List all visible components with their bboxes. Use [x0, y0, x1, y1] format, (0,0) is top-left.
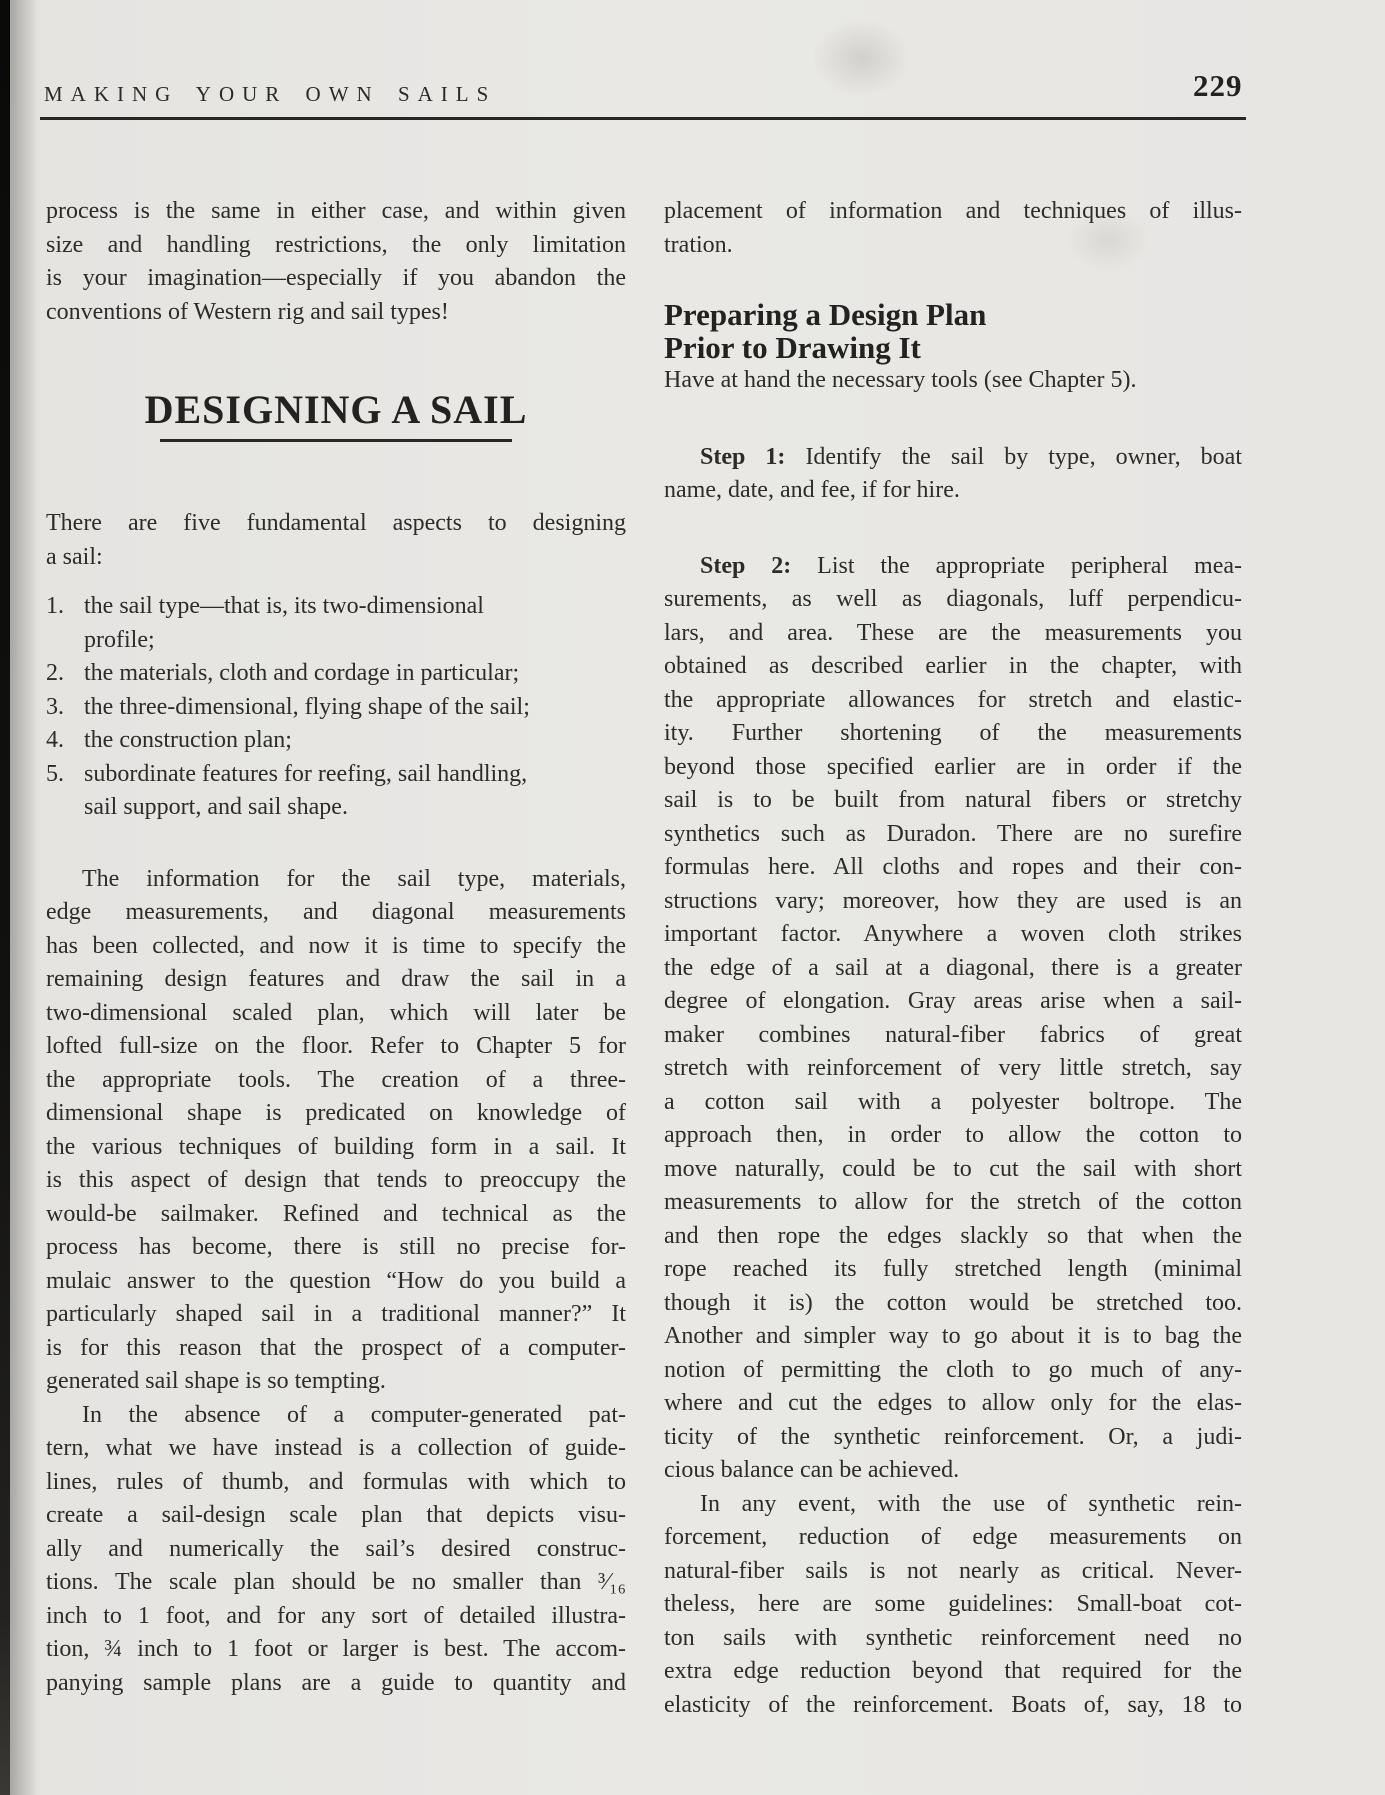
- step-1-body: [664, 474, 1242, 508]
- text-line: structions vary; moreover, how they are used is an: [664, 887, 1242, 914]
- list-item-text: [84, 758, 626, 825]
- text-line: placement of information and techniques of illus-: [664, 198, 1242, 224]
- text-line: would-be sailmaker. Refined and technical as the: [46, 1200, 626, 1227]
- step-2-body: [664, 583, 1242, 1488]
- text-line: The information for the sail type, materials,: [82, 865, 626, 892]
- subsection-heading-line: Prior to Drawing It: [664, 330, 921, 365]
- paragraph-step-1: [664, 441, 1242, 508]
- text-line: In any event, with the use of synthetic rein-: [700, 1490, 1242, 1517]
- text-line: rope reached its fully stretched length (minimal: [664, 1256, 1242, 1282]
- text-line: two-dimensional scaled plan, which will later be: [46, 999, 626, 1026]
- text-line: tions. The scale plan should be no smaller than ³⁄₁₆: [46, 1569, 626, 1595]
- header-rule-divider: [40, 117, 1246, 120]
- text-line: create a sail-design scale plan that depicts visu-: [46, 1502, 626, 1528]
- text-line: process is the same in either case, and within given: [46, 198, 626, 224]
- text-line: a cotton sail with a polyester boltrope. The: [664, 1088, 1242, 1115]
- paragraph-information: [46, 863, 626, 1399]
- text-line: profile;: [84, 626, 155, 653]
- text-line: ton sails with synthetic reinforcement need no: [664, 1624, 1242, 1651]
- text-line: the edge of a sail at a diagonal, there is a greater: [664, 954, 1242, 981]
- running-header: MAKING YOUR OWN SAILS: [44, 82, 497, 106]
- list-item: [46, 590, 626, 657]
- step-1-label: Step 1:: [700, 443, 786, 470]
- step-1-text: Identify the sail by type, owner, boat: [805, 443, 1242, 470]
- page-number: 229: [1193, 68, 1243, 103]
- text-line: tern, what we have instead is a collection of guide-: [46, 1435, 626, 1461]
- text-line: the various techniques of building form in a sail. It: [46, 1133, 626, 1160]
- right-column: [664, 195, 1242, 1722]
- text-line: tion, ¾ inch to 1 foot or larger is best. The accom-: [46, 1636, 626, 1662]
- text-line: elasticity of the reinforcement. Boats of, say, 18 to: [664, 1691, 1242, 1718]
- paragraph-step-2: [664, 550, 1242, 1488]
- text-line: obtained as described earlier in the chapter, with: [664, 653, 1242, 679]
- text-line: the appropriate allowances for stretch and elastic-: [664, 686, 1242, 713]
- text-line: is for this reason that the prospect of a computer-: [46, 1334, 626, 1361]
- text-line: ticity of the synthetic reinforcement. Or, a judi-: [664, 1423, 1242, 1450]
- text-line: edge measurements, and diagonal measurements: [46, 899, 626, 925]
- text-line: approach then, in order to allow the cotton to: [664, 1122, 1242, 1148]
- step-2-label: Step 2:: [700, 552, 792, 579]
- text-line: mulaic answer to the question “How do you build a: [46, 1267, 626, 1294]
- text-line: though it is) the cotton would be stretched too.: [664, 1289, 1242, 1316]
- text-line: and then rope the edges slackly so that when the: [664, 1222, 1242, 1249]
- left-column: [46, 195, 626, 1700]
- list-item: [46, 657, 626, 691]
- text-line: sail support, and sail shape.: [84, 794, 348, 820]
- text-line: generated sail shape is so tempting.: [46, 1368, 386, 1394]
- list-item: [46, 691, 626, 725]
- text-line: sail is to be built from natural fibers or stretchy: [664, 787, 1242, 813]
- paragraph-five-aspects: [46, 507, 626, 574]
- binding-shadow: [10, 0, 38, 1795]
- text-line: move naturally, could be to cut the sail with short: [664, 1155, 1242, 1182]
- text-line: name, date, and fee, if for hire.: [664, 477, 960, 503]
- list-item-text: [84, 590, 626, 657]
- list-item-number: 2.: [46, 660, 64, 686]
- text-line: maker combines natural-fiber fabrics of great: [664, 1021, 1242, 1048]
- paragraph-intro-continuation: [46, 195, 626, 329]
- text-line: lars, and area. These are the measurements you: [664, 619, 1242, 646]
- text-line: Another and simpler way to go about it is to bag the: [664, 1323, 1242, 1349]
- text-line: [664, 550, 1242, 584]
- text-line: remaining design features and draw the sail in a: [46, 966, 626, 992]
- text-line: subordinate features for reefing, sail handling,: [84, 760, 528, 787]
- subsection-heading-line: Preparing a Design Plan: [664, 297, 987, 332]
- text-line: formulas here. All cloths and ropes and their con-: [664, 854, 1242, 880]
- text-line: degree of elongation. Gray areas arise when a sail-: [664, 988, 1242, 1014]
- book-binding-edge: [0, 0, 10, 1795]
- text-line: beyond those specified earlier are in order if the: [664, 753, 1242, 780]
- text-line: size and handling restrictions, the only limitation: [46, 231, 626, 258]
- text-line: particularly shaped sail in a traditional manner?” It: [46, 1301, 626, 1327]
- text-line: the appropriate tools. The creation of a three-: [46, 1066, 626, 1093]
- list-item-number: 1.: [46, 593, 64, 619]
- text-line: surements, as well as diagonals, luff perpendicu-: [664, 586, 1242, 612]
- numbered-list: [46, 590, 626, 825]
- text-line: In the absence of a computer-generated pat-: [82, 1401, 626, 1428]
- text-line: extra edge reduction beyond that required for the: [664, 1658, 1242, 1684]
- text-line: synthetics such as Duradon. There are no surefire: [664, 820, 1242, 847]
- step-2-text: List the appropriate peripheral mea-: [817, 552, 1242, 579]
- text-line: process has become, there is still no precise for-: [46, 1234, 626, 1260]
- text-line: forcement, reduction of edge measurements on: [664, 1524, 1242, 1550]
- subsection-heading-preparing-design-plan: [664, 298, 1242, 364]
- text-line: lofted full-size on the floor. Refer to Chapter 5 for: [46, 1033, 626, 1059]
- list-item-text: [84, 724, 626, 758]
- list-item-text: [84, 691, 626, 725]
- text-line: has been collected, and now it is time to specify the: [46, 932, 626, 959]
- text-line: notion of permitting the cloth to go much of any-: [664, 1356, 1242, 1383]
- list-item-number: 4.: [46, 727, 64, 753]
- list-item-number: 5.: [46, 760, 64, 787]
- text-line: the three-dimensional, flying shape of the sail;: [84, 693, 530, 720]
- text-line: ally and numerically the sail’s desired construc-: [46, 1535, 626, 1562]
- section-heading-designing-a-sail: DESIGNING A SAIL: [144, 387, 528, 432]
- text-line: lines, rules of thumb, and formulas with which to: [46, 1468, 626, 1495]
- text-line: the construction plan;: [84, 727, 292, 753]
- text-line: is your imagination—especially if you abandon the: [46, 265, 626, 291]
- text-line: stretch with reinforcement of very little stretch, say: [664, 1055, 1242, 1081]
- text-line: conventions of Western rig and sail types!: [46, 298, 449, 325]
- paragraph-absence: [46, 1399, 626, 1701]
- list-item: [46, 758, 626, 825]
- text-line: the materials, cloth and cordage in particular;: [84, 660, 520, 686]
- list-item: [46, 724, 626, 758]
- text-line: measurements to allow for the stretch of the cotton: [664, 1189, 1242, 1215]
- text-line: ity. Further shortening of the measurements: [664, 720, 1242, 746]
- text-line: Have at hand the necessary tools (see Chapter 5).: [664, 367, 1137, 393]
- text-line: natural-fiber sails is not nearly as critical. Never-: [664, 1557, 1242, 1584]
- paragraph-placement-continuation: [664, 195, 1242, 262]
- text-line: inch to 1 foot, and for any sort of detailed illustra-: [46, 1602, 626, 1629]
- text-line: dimensional shape is predicated on knowledge of: [46, 1100, 626, 1126]
- paragraph-tools: [664, 364, 1242, 398]
- text-line: panying sample plans are a guide to quantity and: [46, 1669, 626, 1696]
- text-line: a sail:: [46, 543, 103, 570]
- text-line: There are five fundamental aspects to designing: [46, 510, 626, 536]
- section-heading-rule: [160, 439, 512, 442]
- text-line: [664, 441, 1242, 475]
- list-item-text: [84, 657, 626, 691]
- text-line: tration.: [664, 231, 733, 258]
- text-line: where and cut the edges to allow only for the elas-: [664, 1390, 1242, 1416]
- paragraph-any-event: [664, 1488, 1242, 1723]
- text-line: cious balance can be achieved.: [664, 1457, 960, 1483]
- text-line: is this aspect of design that tends to preoccupy the: [46, 1167, 626, 1193]
- list-item-number: 3.: [46, 693, 64, 720]
- text-line: important factor. Anywhere a woven cloth strikes: [664, 921, 1242, 947]
- text-line: the sail type—that is, its two-dimensional: [84, 593, 484, 619]
- text-line: theless, here are some guidelines: Small-boat cot-: [664, 1591, 1242, 1617]
